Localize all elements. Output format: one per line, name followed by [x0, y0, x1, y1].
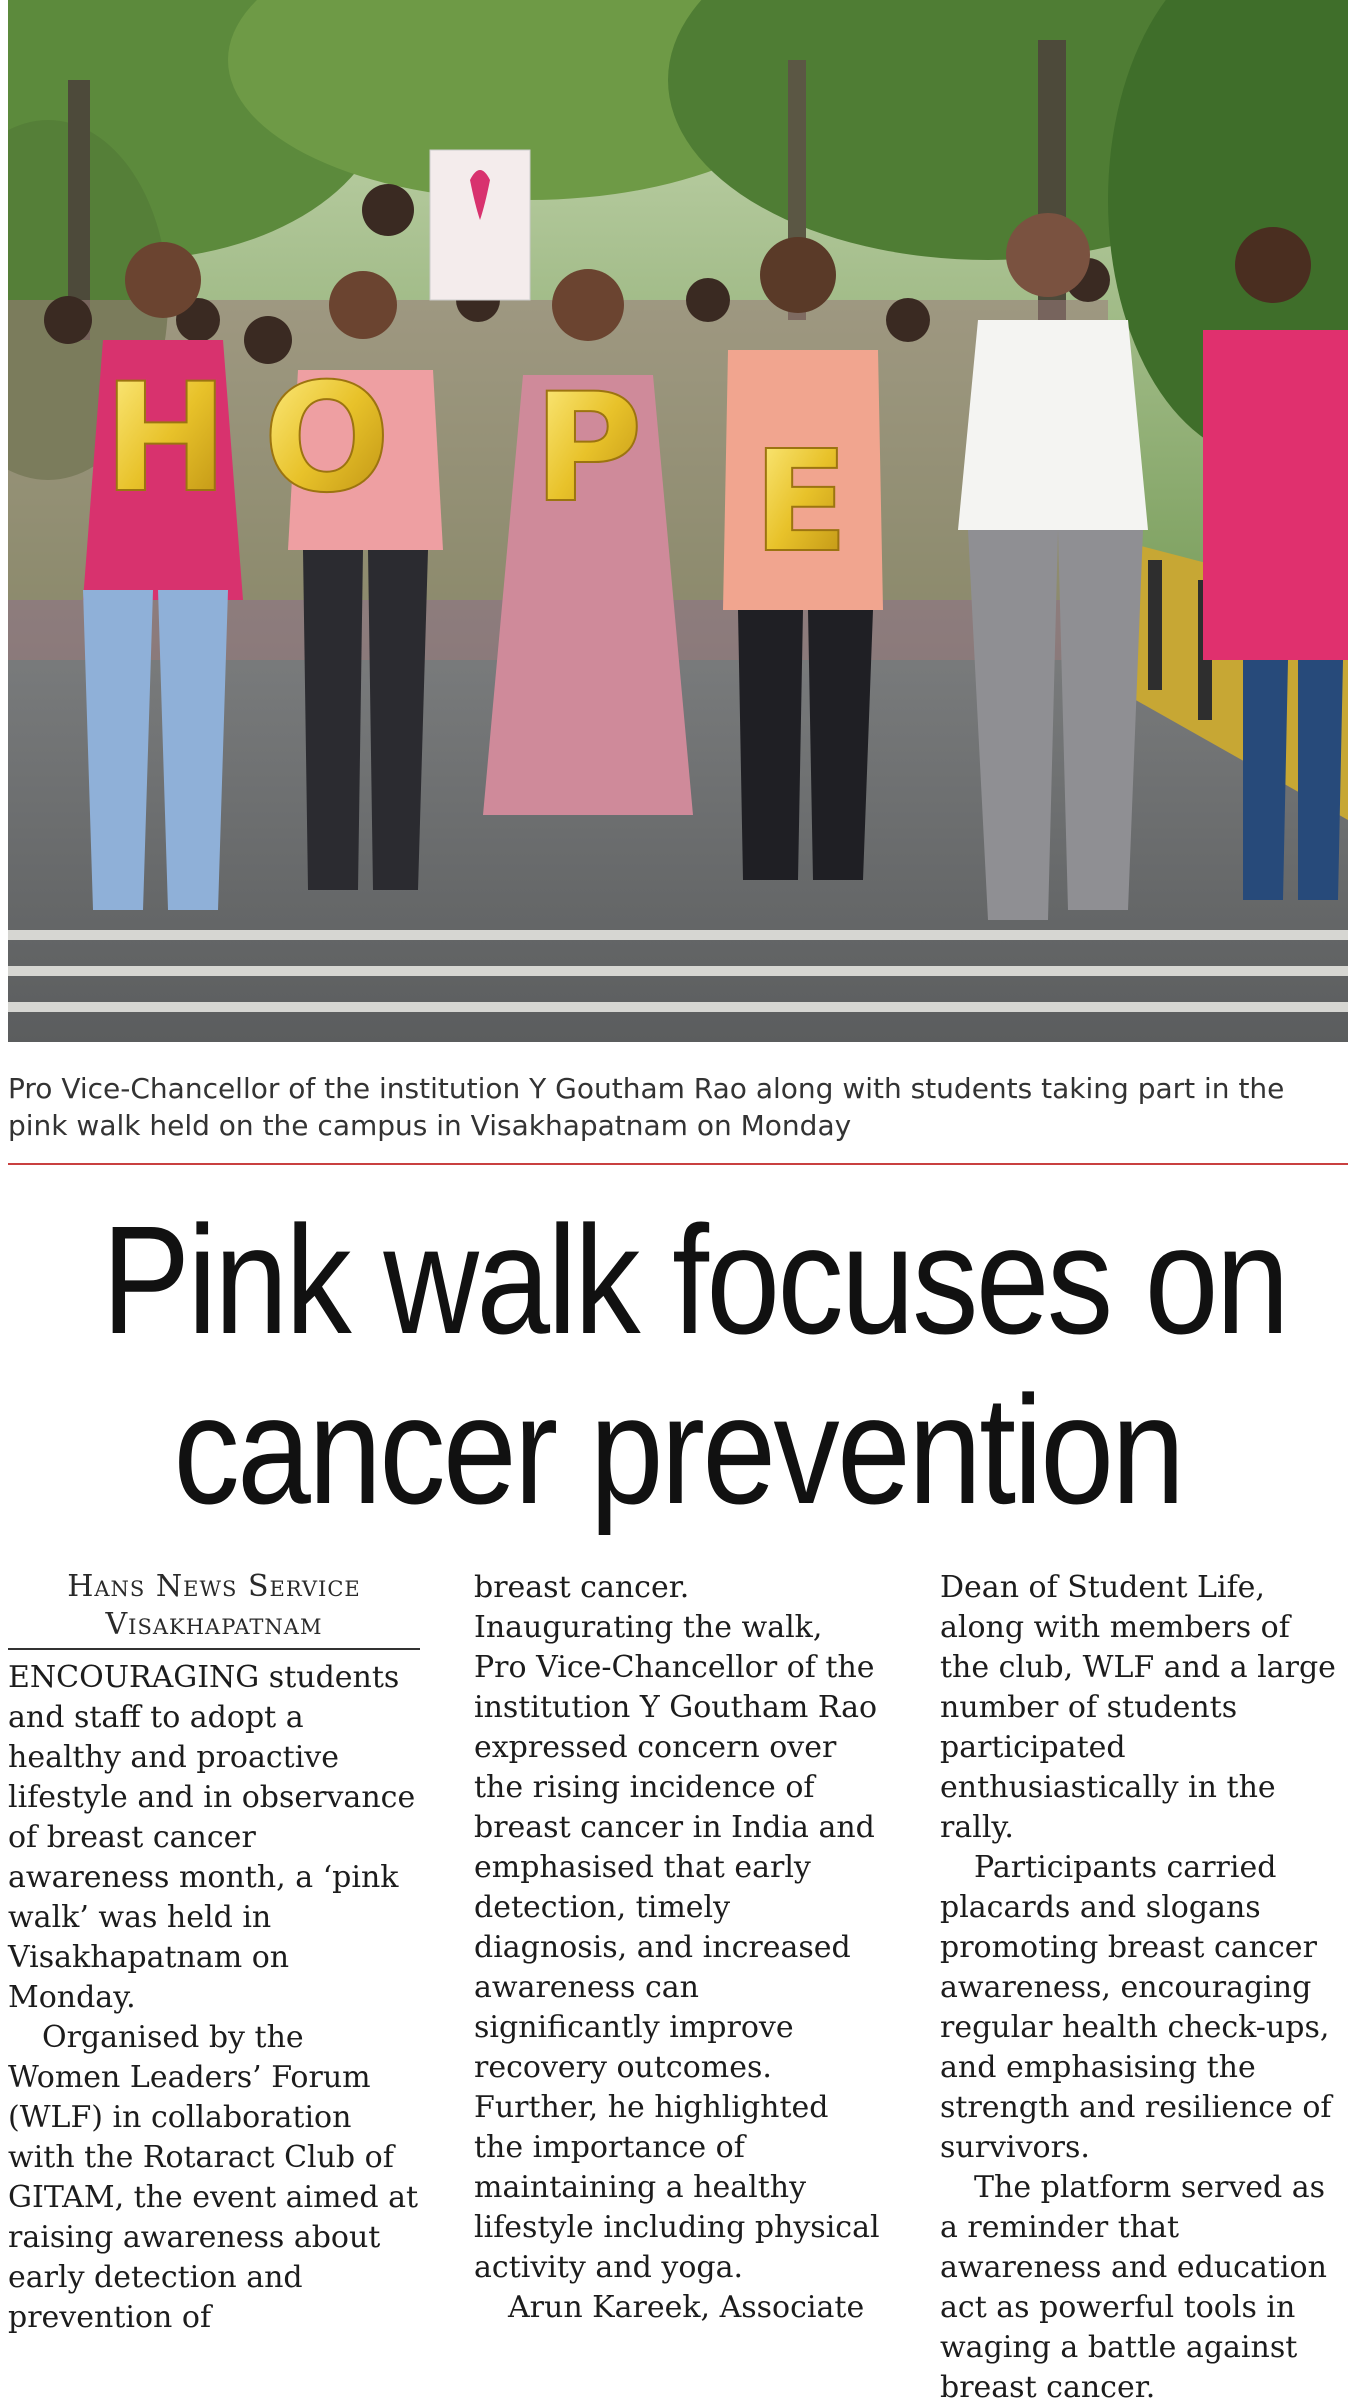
article-paragraph: Participants carried placards and slogans promoting breast cancer awareness, encouraging regular health check-ups, and emphasising the strength and resilience of survivors.: [940, 1850, 1332, 2165]
article-paragraph: ENCOURAGING students and staff to adopt a healthy and proactive lifestyle and in observance of breast cancer awareness month, a ‘pink walk’ was held in Visakhapatnam on Monday.: [8, 1660, 416, 2015]
balloon-letter-e: E: [753, 421, 849, 584]
headline-line-2: cancer prevention: [173, 1364, 1183, 1536]
headline: [101, 1194, 1287, 1536]
photo-caption: Pro Vice-Chancellor of the institution Y Goutham Rao along with students taking part in the pink walk held on the campus in Visakhapatnam on Monday: [8, 1072, 1285, 1142]
headline-line-1: Pink walk focuses on: [101, 1194, 1287, 1366]
balloon-letter-h: H: [103, 352, 229, 526]
balloon-letter-p: P: [533, 362, 643, 536]
caption-divider: [8, 1163, 1348, 1165]
article-paragraph: Arun Kareek, Associate: [508, 2290, 865, 2325]
pink-walk-photo: [8, 0, 1348, 1042]
balloon-letter-o: O: [263, 352, 391, 526]
byline-place: Visakhapatnam: [105, 1607, 323, 1642]
article-paragraph: Organised by the Women Leaders’ Forum (WLF) in collaboration with the Rotaract Club of GITAM, the event aimed at raising awareness about early detection and prevention of: [8, 2020, 419, 2335]
byline-divider: [8, 1648, 420, 1650]
article-paragraph: breast cancer. Inaugurating the walk, Pro Vice-Chancellor of the institution Y Goutham Rao expressed concern over the rising incidence of breast cancer in India and emphasised that early detection, timely diagnosis, and increased awareness can significantly improve recovery outcomes. Further, he highlighted the importance of maintaining a healthy lifestyle including physical activity and yoga.: [474, 1570, 880, 2285]
article-paragraph: The platform served as a reminder that awareness and education act as powerful tools in waging a battle against breast cancer.: [940, 2170, 1327, 2405]
article-column-1: [8, 1568, 420, 2338]
byline-agency: Hans News Service: [67, 1569, 361, 1604]
article-column-3: [940, 1568, 1348, 2408]
news-photo: [8, 0, 1348, 1042]
article-paragraph: Dean of Student Life, along with members of the club, WLF and a large number of students participated enthusiastically in the rally.: [940, 1570, 1336, 1845]
article-column-2: [474, 1568, 882, 2328]
